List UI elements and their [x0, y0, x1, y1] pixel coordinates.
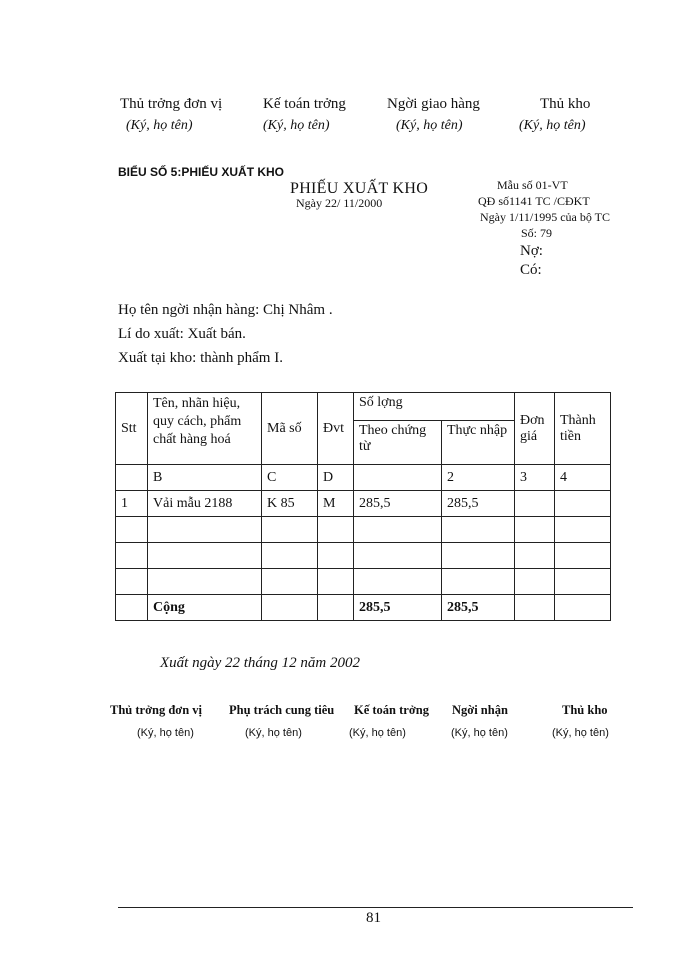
table-cell: [354, 569, 442, 595]
table-cell: [116, 465, 148, 491]
top-signature-sub: (Ký, họ tên): [519, 118, 586, 133]
table-cell: [318, 543, 354, 569]
export-date: Xuất ngày 22 tháng 12 năm 2002: [160, 655, 360, 671]
table-cell: C: [262, 465, 318, 491]
header-name: Tên, nhãn hiệu, quy cách, phẩm chất hàng hoá: [148, 393, 262, 465]
table-row: [116, 569, 611, 595]
recipient-line: Họ tên ngời nhận hàng: Chị Nhâm .: [118, 302, 333, 318]
bottom-signature-sub: (Ký, họ tên): [137, 727, 194, 739]
header-quantity: Số lợng: [354, 393, 515, 421]
table-cell: [555, 517, 611, 543]
page-number: 81: [366, 910, 381, 926]
code-row: [116, 465, 611, 491]
bottom-signature-title: Ngời nhận: [452, 703, 508, 717]
top-signature-title: Thủ kho: [540, 96, 591, 112]
header-amount: Thành tiền: [555, 393, 611, 465]
table-cell: [354, 465, 442, 491]
warehouse-line: Xuất tại kho: thành phẩm I.: [118, 350, 283, 366]
table-cell: [555, 569, 611, 595]
table-cell: [148, 543, 262, 569]
footer-divider: [118, 907, 633, 908]
table-cell: [354, 543, 442, 569]
table-cell: [442, 517, 515, 543]
table-cell: [262, 517, 318, 543]
total-row: [116, 595, 611, 621]
top-signature-title: Ngời giao hàng: [387, 96, 480, 112]
table-cell: [318, 517, 354, 543]
bottom-signature-sub: (Ký, họ tên): [552, 727, 609, 739]
slip-number: Số: 79: [521, 226, 553, 240]
table-cell: [555, 491, 611, 517]
top-signature-title: Kế toán trởng: [263, 96, 346, 112]
table-cell: [515, 569, 555, 595]
table-cell: [515, 517, 555, 543]
top-signature-title: Thủ trởng đơn vị: [120, 96, 223, 112]
header-qty-actual: Thực nhập: [442, 421, 515, 465]
table-cell: 2: [442, 465, 515, 491]
table-cell: [515, 491, 555, 517]
bottom-signature-sub: (Ký, họ tên): [245, 727, 302, 739]
table-cell: [555, 543, 611, 569]
table-cell: [318, 569, 354, 595]
bottom-signature-sub: (Ký, họ tên): [451, 727, 508, 739]
reason-line: Lí do xuất: Xuất bán.: [118, 326, 246, 342]
table-cell: 285,5: [354, 595, 442, 621]
table-row: [116, 491, 611, 517]
credit-label: Có:: [520, 262, 542, 278]
form-label: BIỂU SỐ 5:PHIẾU XUẤT KHO: [118, 165, 285, 179]
table-cell: [354, 517, 442, 543]
form-number: Mẫu số 01-VT: [497, 178, 568, 192]
top-signature-sub: (Ký, họ tên): [126, 118, 193, 133]
table-cell: Vải mẫu 2188: [148, 491, 262, 517]
table-cell: [442, 543, 515, 569]
table-cell: [262, 543, 318, 569]
bottom-signature-title: Phụ trách cung tiêu: [229, 703, 335, 717]
table-cell: 3: [515, 465, 555, 491]
header-stt: Stt: [116, 393, 148, 465]
export-slip-table: [115, 392, 611, 621]
decision-ref: QĐ số1141 TC /CĐKT: [478, 194, 590, 208]
top-signature-sub: (Ký, họ tên): [396, 118, 463, 133]
bottom-signature-title: Thủ trởng đơn vị: [110, 703, 202, 717]
table-cell: 285,5: [442, 491, 515, 517]
top-signature-sub: (Ký, họ tên): [263, 118, 330, 133]
table-cell: 1: [116, 491, 148, 517]
bottom-signature-sub: (Ký, họ tên): [349, 727, 406, 739]
table-cell: [262, 595, 318, 621]
table-cell: [515, 543, 555, 569]
table-cell: M: [318, 491, 354, 517]
document-title: PHIẾU XUẤT KHO: [290, 180, 429, 197]
table-cell: D: [318, 465, 354, 491]
table-cell: K 85: [262, 491, 318, 517]
header-code: Mã số: [262, 393, 318, 465]
table-cell: [116, 569, 148, 595]
table-cell: [116, 543, 148, 569]
bottom-signature-title: Thủ kho: [562, 703, 608, 717]
decision-date: Ngày 1/11/1995 của bộ TC: [480, 210, 610, 224]
header-unit: Đvt: [318, 393, 354, 465]
table-cell: [116, 595, 148, 621]
header-price: Đơn giá: [515, 393, 555, 465]
table-row: [116, 543, 611, 569]
table-row: [116, 517, 611, 543]
table-cell: [515, 595, 555, 621]
document-date: Ngày 22/ 11/2000: [296, 196, 383, 210]
table-cell: [116, 517, 148, 543]
bottom-signature-title: Kế toán trởng: [354, 703, 429, 717]
table-cell: B: [148, 465, 262, 491]
table-cell: [148, 569, 262, 595]
table-cell: 285,5: [354, 491, 442, 517]
table-cell: Cộng: [148, 595, 262, 621]
table-cell: [555, 595, 611, 621]
table-cell: [148, 517, 262, 543]
table-cell: [262, 569, 318, 595]
table-cell: [442, 569, 515, 595]
table-cell: [318, 595, 354, 621]
header-qty-doc: Theo chứng từ: [354, 421, 442, 465]
table-cell: 4: [555, 465, 611, 491]
debit-label: Nợ:: [520, 243, 543, 259]
table-cell: 285,5: [442, 595, 515, 621]
